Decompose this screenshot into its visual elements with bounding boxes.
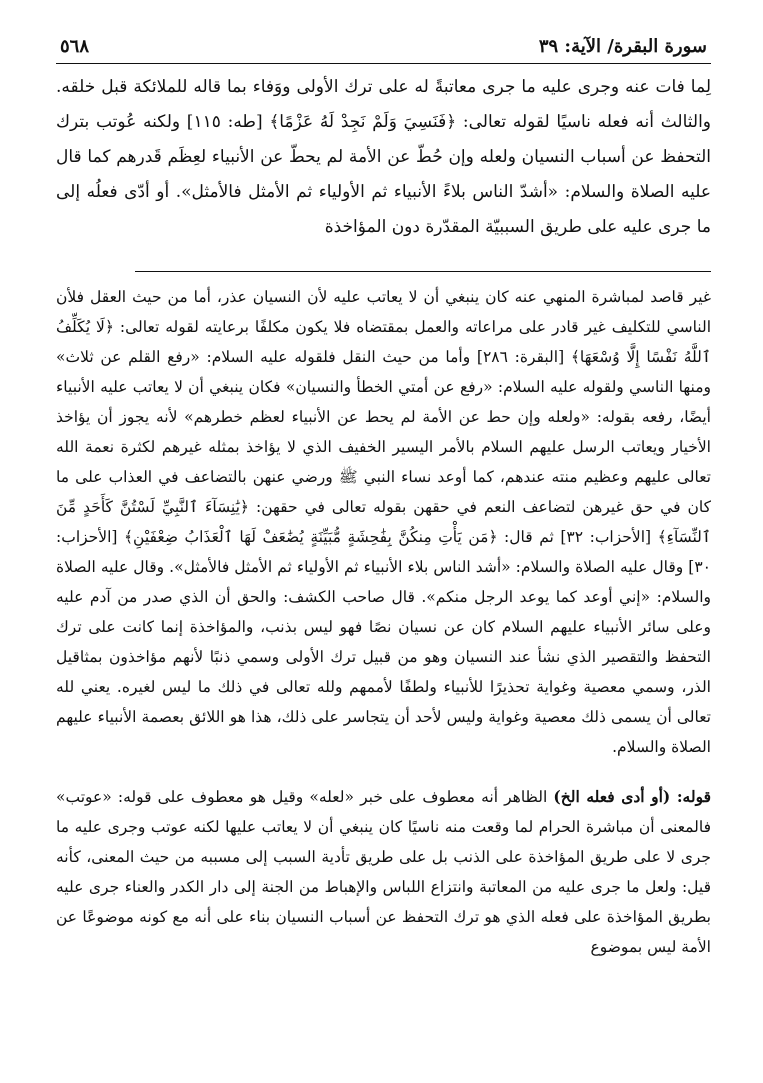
footnote-block bbox=[56, 282, 711, 762]
commentary-lead: قوله: (أو أدى فعله الخ) bbox=[553, 787, 711, 806]
footnote-paragraph: غير قاصد لمباشرة المنهي عنه كان ينبغي أن لا يعاتب عليه لأن النسيان عذر، أما من حيث العقل فلأن الناسي للتكليف غير قادر على مراعاته والعمل بمقتضاه فلا يكون مكلفًا برعايته لقوله تعالى: ﴿لَا يُكَلِّفُ ٱللَّهُ نَفْسًا إِلَّا وُسْعَهَا﴾ [البقرة: ٢٨٦] وأما من حيث النقل فلقوله عليه السلام: «رفع القلم عن ثلاث» ومنها الناسي ولقوله عليه السلام: «رفع عن أمتي الخطأ والنسيان» فكان ينبغي أن لا يعاتب عليه الأنبياء أيضًا، رفعه بقوله: «ولعله وإن حط عن الأمة لم يحط عن الأنبياء لعظم خطرهم» لأنه يجوز أن يؤاخذ الأخيار ويعاتب الرسل عليهم السلام بالأمر اليسير الخفيف الذي لا يؤاخذ بمثله غيرهم لكثرة نعمة الله تعالى عليهم وعظيم منته عندهم، كما أوعد نساء النبي ﷺ ورضي عنهن بالتضاعف في العذاب على ما كان في حق غيرهن لتضاعف النعم في حقهن بقوله تعالى في حقهن: ﴿يَٰنِسَآءَ ٱلنَّبِيِّ لَسْتُنَّ كَأَحَدٍ مِّنَ ٱلنِّسَآءِ﴾ [الأحزاب: ٣٢] ثم قال: ﴿مَن يَأْتِ مِنكُنَّ بِفَٰحِشَةٍ مُّبَيِّنَةٍ يُضَٰعَفْ لَهَا ٱلْعَذَابُ ضِعْفَيْنِ﴾ [الأحزاب: ٣٠] وقال عليه الصلاة والسلام: «أشد الناس بلاء الأنبياء ثم الأولياء ثم الأمثل فالأمثل». وقال عليه الصلاة والسلام: «إني أوعد كما يوعد الرجل منكم». قال صاحب الكشف: والحق أن الذي صدر من آدم عليه وعلى سائر الأنبياء عليهم السلام كان عن نسيان نصًا فهو ليس بذنب، والمؤاخذة إنما كانت على ترك التحفظ والتقصير الذي نشأ عند النسيان وهو من قبيل ترك الأولى وسمي ذنبًا لأنهم مؤاخذون بمثاقيل الذر، وسمي معصية وغواية تحذيرًا للأنبياء ولطفًا لأممهم ولله تعالى في ذلك ما ليس لغيره. يعني لله تعالى أن يسمى ذلك معصية وغواية وليس لأحد أن يتجاسر على ذلك، هذا هو اللائق بعصمة الأنبياء عليهم الصلاة والسلام. bbox=[56, 288, 711, 756]
footnote-separator bbox=[135, 271, 711, 272]
main-text-block bbox=[56, 70, 711, 245]
page-header bbox=[56, 36, 711, 64]
commentary-text: الظاهر أنه معطوف على خبر «لعله» وقيل هو معطوف على قوله: «عوتب» فالمعنى أن مباشرة الحرام لما وقعت منه ناسيًا كان ينبغي أن لا يعاتب عليها لكنه عوتب وجرى عليه ما جرى لا على طريق المؤاخذة على الذنب بل على طريق تأدية السبب إلى مسببه من حيث المعنى، كأنه قيل: ولعل ما جرى عليه من المعاتبة وانتزاع اللباس والإهباط من الجنة إلى دار الكدر والعناء جرى عليه بطريق المؤاخذة على فعله الذي هو ترك التحفظ عن أسباب النسيان بناء على أنه مع كونه موضوعًا عن الأمة ليس بموضوع bbox=[56, 788, 711, 956]
commentary-paragraph bbox=[56, 782, 711, 962]
running-title: سورة البقرة/ الآية: ٣٩ bbox=[538, 36, 707, 57]
page-number: ٥٦٨ bbox=[60, 36, 90, 57]
commentary-block bbox=[56, 782, 711, 962]
main-paragraph: لِما فات عنه وجرى عليه ما جرى معاتبةً له على ترك الأولى ووَفاء بما قاله للملائكة قبل خلقه. والثالث أنه فعله ناسيًا لقوله تعالى: ﴿فَنَسِيَ وَلَمْ نَجِدْ لَهُ عَزْمًا﴾ [طه: ١١٥] ولكنه عُوتب بترك التحفظ عن أسباب النسيان ولعله وإن حُطّ عن الأمة لم يحطّ عن الأنبياء لعِظَم قَدرهم كما قال عليه الصلاة والسلام: «أشدّ الناس بلاءً الأنبياء ثم الأولياء ثم الأمثل فالأمثل». أو أدّى فعلُه إلى ما جرى عليه على طريق السببيّة المقدّرة دون المؤاخذة bbox=[56, 77, 711, 237]
